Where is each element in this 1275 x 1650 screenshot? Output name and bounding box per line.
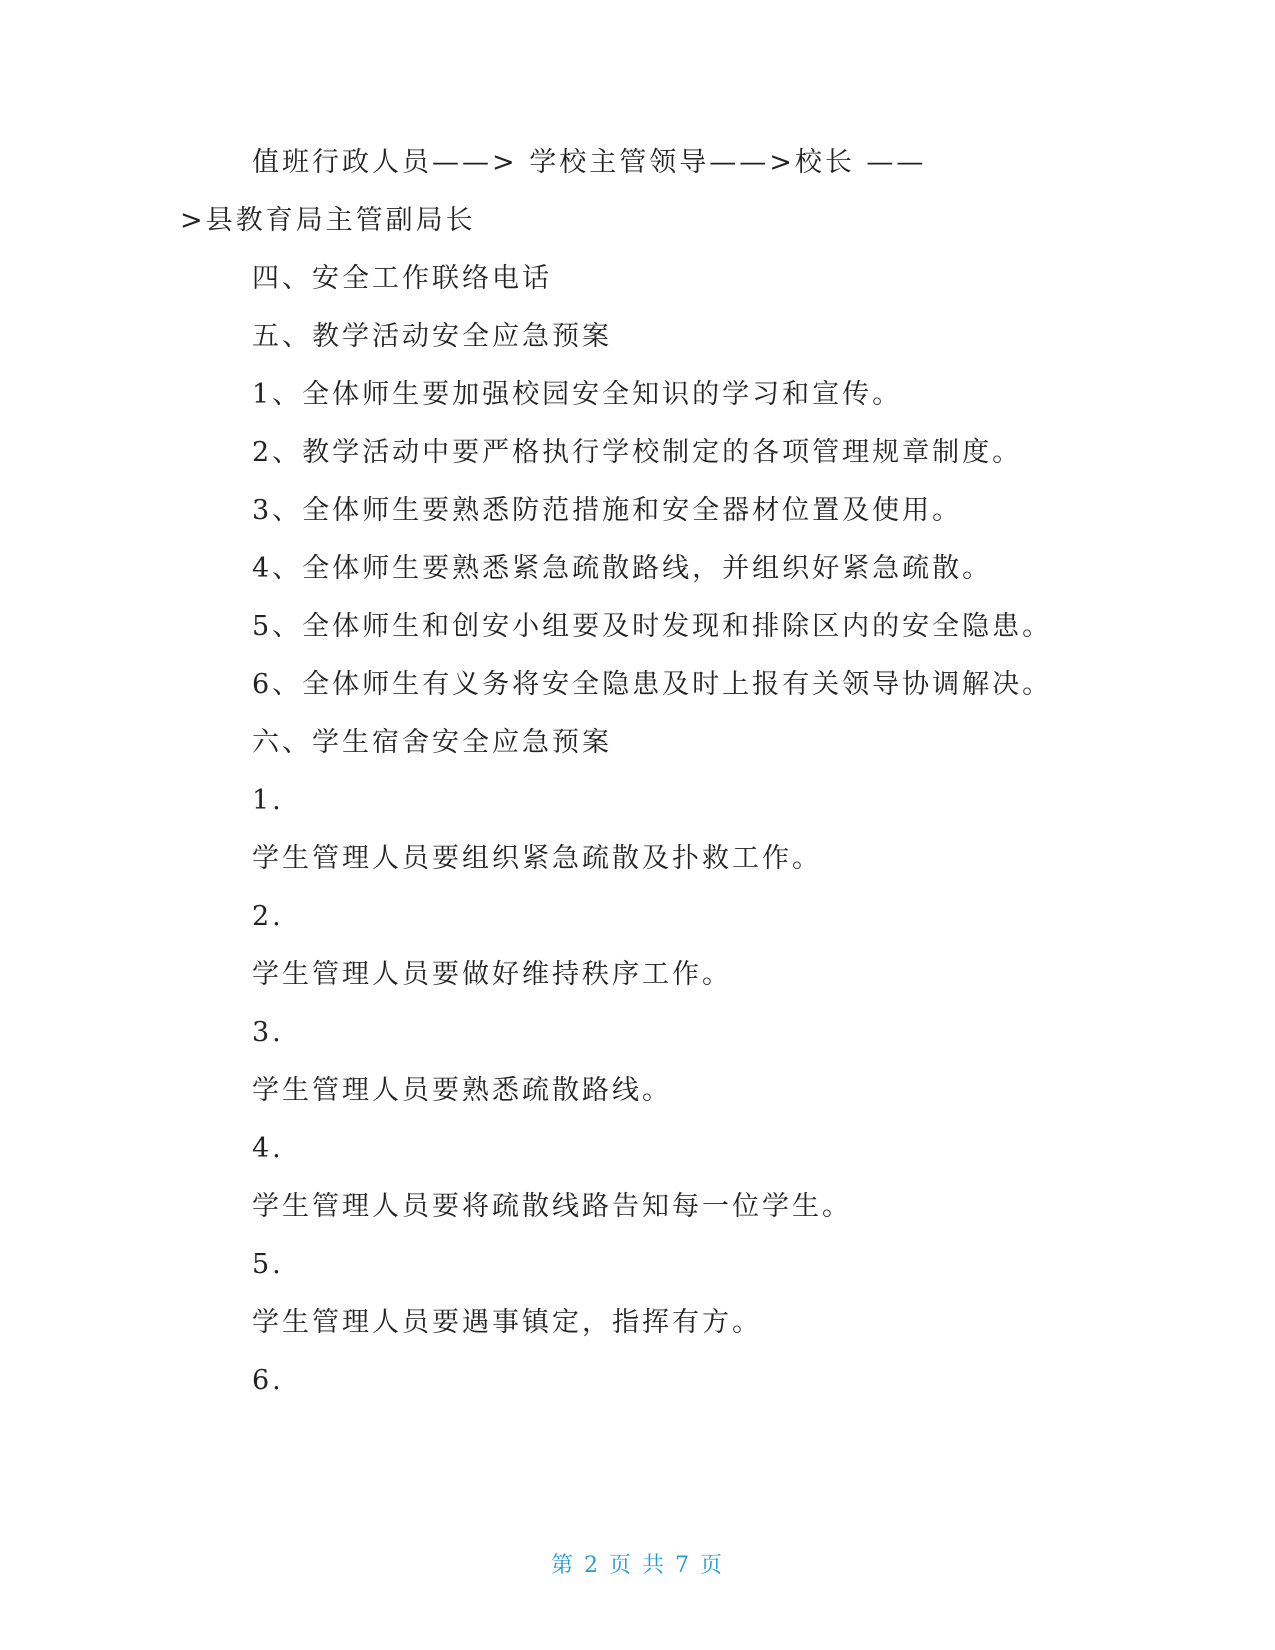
list-item: 学生管理人员要熟悉疏散路线。	[252, 1075, 672, 1106]
list-item: 5、全体师生和创安小组要及时发现和排除区内的安全隐患。	[252, 611, 1053, 642]
text-line-1: 值班行政人员——> 学校主管领导——>校长 ——	[252, 147, 927, 178]
list-item: 3、全体师生要熟悉防范措施和安全器材位置及使用。	[252, 495, 963, 526]
list-number: 1.	[252, 785, 284, 816]
list-item: 学生管理人员要遇事镇定，指挥有方。	[252, 1307, 762, 1338]
list-number: 2.	[252, 901, 284, 932]
list-number: 3.	[252, 1017, 284, 1048]
list-item: 1、全体师生要加强校园安全知识的学习和宣传。	[252, 379, 903, 410]
list-number: 4.	[252, 1133, 284, 1164]
section-heading-5: 五、教学活动安全应急预案	[252, 321, 612, 352]
list-item: 学生管理人员要组织紧急疏散及扑救工作。	[252, 843, 822, 874]
list-item: 学生管理人员要做好维持秩序工作。	[252, 959, 732, 990]
list-item: 2、教学活动中要严格执行学校制定的各项管理规章制度。	[252, 437, 1023, 468]
section-heading-6: 六、学生宿舍安全应急预案	[252, 727, 612, 758]
list-item: 6、全体师生有义务将安全隐患及时上报有关领导协调解决。	[252, 669, 1053, 700]
section-heading-4: 四、安全工作联络电话	[252, 263, 552, 294]
list-number: 5.	[252, 1249, 284, 1280]
text-line-2: >县教育局主管副局长	[180, 205, 476, 236]
list-item: 学生管理人员要将疏散线路告知每一位学生。	[252, 1191, 852, 1222]
list-item: 4、全体师生要熟悉紧急疏散路线，并组织好紧急疏散。	[252, 553, 993, 584]
list-number: 6.	[252, 1365, 284, 1396]
page-number-footer: 第 2 页 共 7 页	[551, 1553, 724, 1578]
